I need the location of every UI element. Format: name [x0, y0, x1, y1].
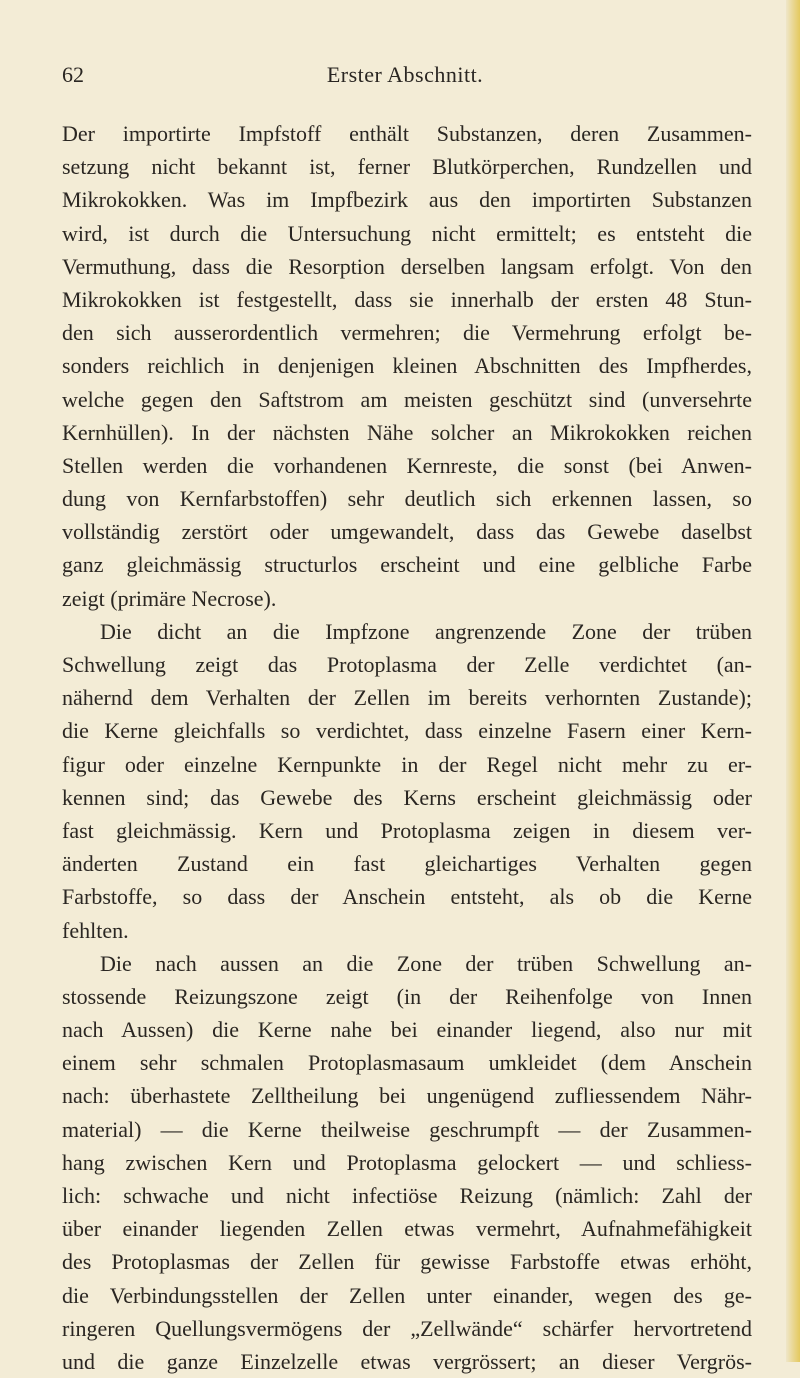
- text-line: änderten Zustand ein fast gleichartiges Verhalten gegen: [62, 851, 752, 877]
- text-line: dung von Kernfarbstoffen) sehr deutlich sich erkennen lassen, so: [62, 486, 752, 512]
- text-line: hang zwischen Kern und Protoplasma gelockert — und schliess-: [62, 1149, 752, 1175]
- text-line: Mikrokokken ist festgestellt, dass sie innerhalb der ersten 48 Stun-: [62, 286, 752, 312]
- text-line: ganz gleichmässig structurlos erscheint und eine gelbliche Farbe: [62, 552, 752, 578]
- text-line: nach: überhastete Zelltheilung bei ungenügend zufliessendem Nähr-: [62, 1083, 752, 1109]
- text-line: Farbstoffe, so dass der Anschein entsteht, als ob die Kerne: [62, 884, 752, 910]
- text-line: Stellen werden die vorhandenen Kernreste, die sonst (bei Anwen-: [62, 452, 752, 478]
- section-title: Erster Abschnitt.: [326, 62, 484, 87]
- text-line: Mikrokokken. Was im Impfbezirk aus den importirten Substanzen: [62, 187, 752, 213]
- page-edge-decoration: [786, 0, 800, 1362]
- text-line: welche gegen den Saftstrom am meisten geschützt sind (unversehrte: [62, 386, 752, 412]
- text-line: den sich ausserordentlich vermehren; die Vermehrung erfolgt be-: [62, 320, 752, 346]
- text-line: nähernd dem Verhalten der Zellen im bereits verhornten Zustande);: [62, 685, 752, 711]
- text-line: Vermuthung, dass die Resorption derselben langsam erfolgt. Von den: [62, 253, 752, 279]
- text-line: Schwellung zeigt das Protoplasma der Zelle verdichtet (an-: [62, 652, 752, 677]
- text-line: material) — die Kerne theilweise geschrumpft — der Zusammen-: [62, 1116, 752, 1142]
- text-line: kennen sind; das Gewebe des Kerns erscheint gleichmässig oder: [62, 784, 752, 810]
- text-line: Der importirte Impfstoff enthält Substanzen, deren Zusammen-: [62, 121, 752, 146]
- text-line: die Kerne gleichfalls so verdichtet, dass einzelne Fasern einer Kern-: [62, 718, 752, 744]
- text-line: nach Aussen) die Kerne nahe bei einander liegend, also nur mit: [62, 1017, 752, 1043]
- text-line: ringeren Quellungsvermögens der „Zellwände“ schärfer hervortretend: [62, 1315, 752, 1341]
- text-line: einem sehr schmalen Protoplasmasaum umkleidet (dem Anschein: [62, 1050, 752, 1076]
- body-text: [62, 117, 752, 1378]
- text-line: und die ganze Einzelzelle etwas vergrössert; an dieser Vergrös-: [62, 1348, 752, 1374]
- text-line: stossende Reizungszone zeigt (in der Reihenfolge von Innen: [62, 983, 752, 1009]
- text-line: sonders reichlich in denjenigen kleinen Abschnitten des Impfherdes,: [62, 353, 752, 379]
- text-line: des Protoplasmas der Zellen für gewisse Farbstoffe etwas erhöht,: [62, 1249, 752, 1275]
- text-line-paragraph-end: fehlten.: [62, 917, 129, 943]
- running-head: [62, 62, 748, 92]
- text-line: Kernhüllen). In der nächsten Nähe solcher an Mikrokokken reichen: [62, 419, 752, 445]
- text-line-paragraph-start: Die dicht an die Impfzone angrenzende Zone der trüben: [100, 618, 752, 644]
- text-line: wird, ist durch die Untersuchung nicht ermittelt; es entsteht die: [62, 220, 752, 246]
- text-line: setzung nicht bekannt ist, ferner Blutkörperchen, Rundzellen und: [62, 154, 752, 180]
- text-line: vollständig zerstört oder umgewandelt, dass das Gewebe daselbst: [62, 519, 752, 545]
- text-line-paragraph-end: zeigt (primäre Necrose).: [62, 585, 277, 611]
- text-line: über einander liegenden Zellen etwas vermehrt, Aufnahmefähigkeit: [62, 1216, 752, 1242]
- text-line: lich: schwache und nicht infectiöse Reizung (nämlich: Zahl der: [62, 1183, 752, 1208]
- text-line-paragraph-start: Die nach aussen an die Zone der trüben Schwellung an-: [100, 950, 752, 976]
- text-line: figur oder einzelne Kernpunkte in der Regel nicht mehr zu er-: [62, 751, 752, 777]
- page-number: 62: [62, 62, 84, 87]
- text-line: die Verbindungsstellen der Zellen unter einander, wegen des ge-: [62, 1282, 752, 1308]
- text-line: fast gleichmässig. Kern und Protoplasma zeigen in diesem ver-: [62, 817, 752, 843]
